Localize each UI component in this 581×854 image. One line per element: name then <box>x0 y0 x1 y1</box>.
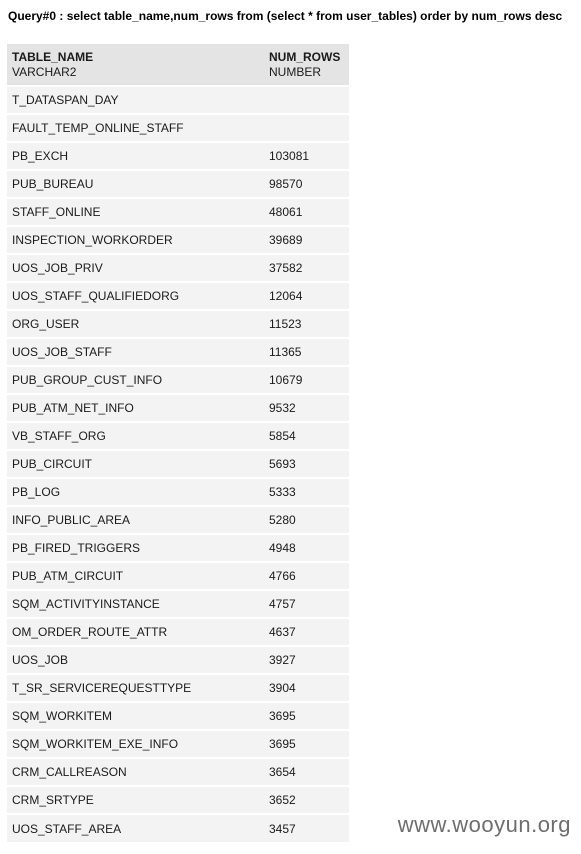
table-row[interactable] <box>7 310 349 338</box>
cell-table-name: PB_LOG <box>7 478 264 506</box>
cell-table-name: SQM_WORKITEM_EXE_INFO <box>7 730 264 758</box>
cell-num-rows: 37582 <box>264 254 349 282</box>
cell-table-name: SQM_ACTIVITYINSTANCE <box>7 590 264 618</box>
cell-table-name: STAFF_ONLINE <box>7 198 264 226</box>
cell-table-name: PB_FIRED_TRIGGERS <box>7 534 264 562</box>
table-row[interactable] <box>7 702 349 730</box>
cell-table-name: PUB_ATM_CIRCUIT <box>7 562 264 590</box>
cell-table-name: UOS_STAFF_QUALIFIEDORG <box>7 282 264 310</box>
table-row[interactable] <box>7 618 349 646</box>
table-row[interactable] <box>7 254 349 282</box>
table-row[interactable] <box>7 478 349 506</box>
cell-table-name: T_DATASPAN_DAY <box>7 86 264 114</box>
cell-table-name: UOS_JOB <box>7 646 264 674</box>
cell-table-name: UOS_JOB_STAFF <box>7 338 264 366</box>
cell-num-rows: 5693 <box>264 450 349 478</box>
cell-num-rows: 3695 <box>264 730 349 758</box>
table-row[interactable] <box>7 674 349 702</box>
table-row[interactable] <box>7 114 349 142</box>
cell-table-name: PUB_CIRCUIT <box>7 450 264 478</box>
cell-num-rows: 3457 <box>264 814 349 842</box>
cell-num-rows: 98570 <box>264 170 349 198</box>
results-table <box>7 44 349 842</box>
cell-num-rows: 9532 <box>264 394 349 422</box>
cell-num-rows: 39689 <box>264 226 349 254</box>
table-row[interactable] <box>7 422 349 450</box>
cell-table-name: INSPECTION_WORKORDER <box>7 226 264 254</box>
cell-num-rows: 3654 <box>264 758 349 786</box>
table-row[interactable] <box>7 142 349 170</box>
cell-table-name: FAULT_TEMP_ONLINE_STAFF <box>7 114 264 142</box>
column-type: VARCHAR2 <box>12 64 77 79</box>
cell-table-name: UOS_JOB_PRIV <box>7 254 264 282</box>
cell-table-name: SQM_WORKITEM <box>7 702 264 730</box>
cell-num-rows <box>264 86 349 114</box>
cell-table-name: PUB_BUREAU <box>7 170 264 198</box>
cell-num-rows: 11365 <box>264 338 349 366</box>
table-row[interactable] <box>7 758 349 786</box>
query-title: Query#0 : select table_name,num_rows from (select * from user_tables) order by num_rows desc <box>8 9 563 23</box>
table-row[interactable] <box>7 646 349 674</box>
cell-table-name: ORG_USER <box>7 310 264 338</box>
column-header-num-rows[interactable] <box>264 44 349 86</box>
table-row[interactable] <box>7 198 349 226</box>
cell-table-name: T_SR_SERVICEREQUESTTYPE <box>7 674 264 702</box>
cell-table-name: CRM_SRTYPE <box>7 786 264 814</box>
cell-num-rows <box>264 114 349 142</box>
cell-table-name: OM_ORDER_ROUTE_ATTR <box>7 618 264 646</box>
cell-table-name: UOS_STAFF_AREA <box>7 814 264 842</box>
watermark: www.wooyun.org <box>397 812 571 837</box>
cell-table-name: PB_EXCH <box>7 142 264 170</box>
cell-num-rows: 5854 <box>264 422 349 450</box>
table-header-row <box>7 44 349 86</box>
table-row[interactable] <box>7 786 349 814</box>
cell-num-rows: 48061 <box>264 198 349 226</box>
cell-num-rows: 5333 <box>264 478 349 506</box>
table-row[interactable] <box>7 534 349 562</box>
cell-num-rows: 11523 <box>264 310 349 338</box>
cell-num-rows: 4766 <box>264 562 349 590</box>
table-row[interactable] <box>7 366 349 394</box>
cell-table-name: CRM_CALLREASON <box>7 758 264 786</box>
table-row[interactable] <box>7 394 349 422</box>
cell-num-rows: 4757 <box>264 590 349 618</box>
cell-table-name: VB_STAFF_ORG <box>7 422 264 450</box>
cell-num-rows: 3695 <box>264 702 349 730</box>
cell-table-name: PUB_ATM_NET_INFO <box>7 394 264 422</box>
table-row[interactable] <box>7 814 349 842</box>
table-row[interactable] <box>7 170 349 198</box>
table-row[interactable] <box>7 590 349 618</box>
table-row[interactable] <box>7 226 349 254</box>
table-row[interactable] <box>7 86 349 114</box>
table-row[interactable] <box>7 338 349 366</box>
column-name: NUM_ROWS <box>269 49 341 64</box>
cell-table-name: PUB_GROUP_CUST_INFO <box>7 366 264 394</box>
table-row[interactable] <box>7 730 349 758</box>
column-name: TABLE_NAME <box>12 49 94 64</box>
column-header-table-name[interactable] <box>7 44 264 86</box>
cell-num-rows: 10679 <box>264 366 349 394</box>
table-row[interactable] <box>7 506 349 534</box>
cell-num-rows: 4948 <box>264 534 349 562</box>
cell-num-rows: 3927 <box>264 646 349 674</box>
cell-num-rows: 12064 <box>264 282 349 310</box>
table-row[interactable] <box>7 282 349 310</box>
cell-num-rows: 103081 <box>264 142 349 170</box>
cell-num-rows: 3904 <box>264 674 349 702</box>
cell-table-name: INFO_PUBLIC_AREA <box>7 506 264 534</box>
column-type: NUMBER <box>269 64 322 79</box>
cell-num-rows: 4637 <box>264 618 349 646</box>
cell-num-rows: 3652 <box>264 786 349 814</box>
table-row[interactable] <box>7 562 349 590</box>
cell-num-rows: 5280 <box>264 506 349 534</box>
table-row[interactable] <box>7 450 349 478</box>
table-body <box>7 86 349 842</box>
